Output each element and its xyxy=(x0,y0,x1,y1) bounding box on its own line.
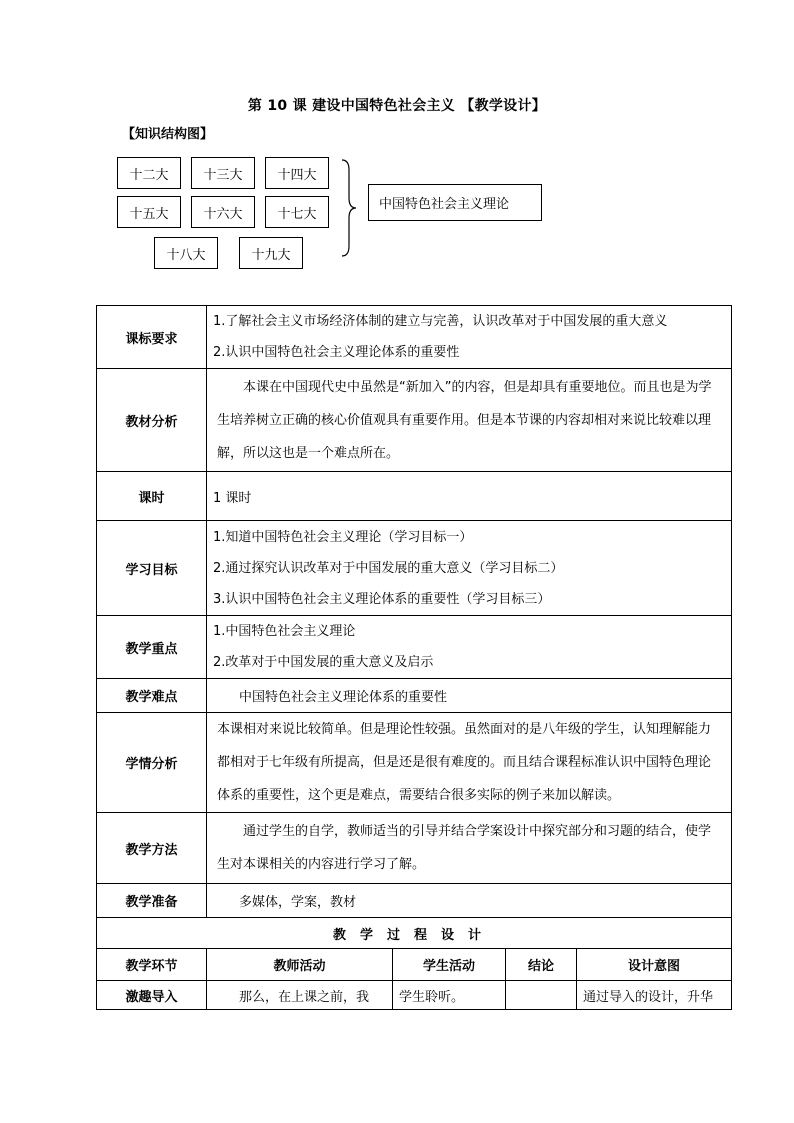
process-stage: 激趣导入 xyxy=(97,981,207,1010)
objectives-content xyxy=(207,521,732,616)
hours-row xyxy=(97,472,732,521)
column-header: 设计意图 xyxy=(577,949,732,981)
student-activity: 学生聆听。 xyxy=(393,981,506,1010)
difficulty-content: 中国特色社会主义理论体系的重要性 xyxy=(207,679,732,713)
content-line: 2.通过探究认识改革对于中国发展的重大意义（学习目标二） xyxy=(213,560,564,576)
content-paragraph: 本课相对来说比较简单。但是理论性较强。虽然面对的是八年级的学生，认知理解能力都相对于七年级有所提高，但是还是很有难度的。而且结合课程标准认识中国特色理论体系的重要性，这个更是难点，需要结合很多实际的例子来加以解读。 xyxy=(217,722,712,803)
congress-box: 十五大 xyxy=(117,196,181,228)
methods-content xyxy=(207,813,732,884)
theory-box: 中国特色社会主义理论 xyxy=(368,184,542,221)
congress-box: 十三大 xyxy=(191,157,255,189)
column-header: 教学环节 xyxy=(97,949,207,981)
methods-row xyxy=(97,813,732,884)
row-label: 学情分析 xyxy=(97,713,207,813)
congress-box: 十六大 xyxy=(191,196,255,228)
curriculum-row xyxy=(97,306,732,369)
row-label: 教材分析 xyxy=(97,369,207,472)
page-title: 第 10 课 建设中国特色社会主义 【教学设计】 xyxy=(247,98,547,114)
conclusion xyxy=(506,981,577,1010)
row-label: 课时 xyxy=(97,472,207,521)
row-label: 教学难点 xyxy=(97,679,207,713)
content-paragraph: 通过学生的自学，教师适当的引导并结合学案设计中探究部分和习题的结合，使学生对本课相关的内容进行学习了解。 xyxy=(217,824,712,872)
row-label: 教学准备 xyxy=(97,884,207,918)
students-content xyxy=(207,713,732,813)
process-header-row xyxy=(97,949,732,981)
content-line: 1.中国特色社会主义理论 xyxy=(213,624,356,639)
content-line: 3.认识中国特色社会主义理论体系的重要性（学习目标三） xyxy=(213,591,551,607)
process-title-row xyxy=(97,918,732,949)
content-line: 1.了解社会主义市场经济体制的建立与完善，认识改革对于中国发展的重大意义 xyxy=(213,314,668,329)
design-intent: 通过导入的设计，升华 xyxy=(577,981,732,1010)
congress-box: 十九大 xyxy=(239,237,303,269)
row-label: 课标要求 xyxy=(97,306,207,369)
material-row xyxy=(97,369,732,472)
congress-box: 十四大 xyxy=(265,157,329,189)
preparation-row xyxy=(97,884,732,918)
difficulty-row xyxy=(97,679,732,713)
congress-box: 十七大 xyxy=(265,196,329,228)
key-points-row xyxy=(97,616,732,679)
teacher-activity: 那么，在上课之前，我 xyxy=(207,981,393,1010)
content-line: 1.知道中国特色社会主义理论（学习目标一） xyxy=(213,529,473,545)
key-points-content xyxy=(207,616,732,679)
material-content xyxy=(207,369,732,472)
process-title: 教学过程设计 xyxy=(97,918,732,949)
curriculum-content xyxy=(207,306,732,369)
congress-box: 十八大 xyxy=(154,237,218,269)
content-paragraph: 本课在中国现代史中虽然是“新加入”的内容，但是却具有重要地位。而且也是为学生培养树立正确的核心价值观具有重要作用。但是本节课的内容却相对来说比较难以理解，所以这也是一个难点所在。 xyxy=(217,379,712,461)
congress-box: 十二大 xyxy=(117,157,181,189)
column-header: 结论 xyxy=(506,949,577,981)
process-row xyxy=(97,981,732,1010)
lesson-plan-table xyxy=(96,305,732,1010)
students-row xyxy=(97,713,732,813)
row-label: 学习目标 xyxy=(97,521,207,616)
objectives-row xyxy=(97,521,732,616)
column-header: 学生活动 xyxy=(393,949,506,981)
right-brace-icon xyxy=(340,158,362,258)
row-label: 教学重点 xyxy=(97,616,207,679)
preparation-content: 多媒体，学案，教材 xyxy=(207,884,732,918)
knowledge-map-label: 【知识结构图】 xyxy=(122,127,214,142)
hours-content: 1 课时 xyxy=(207,472,732,521)
content-line: 2.认识中国特色社会主义理论体系的重要性 xyxy=(213,345,460,360)
content-line: 2.改革对于中国发展的重大意义及启示 xyxy=(213,655,434,670)
column-header: 教师活动 xyxy=(207,949,393,981)
row-label: 教学方法 xyxy=(97,813,207,884)
